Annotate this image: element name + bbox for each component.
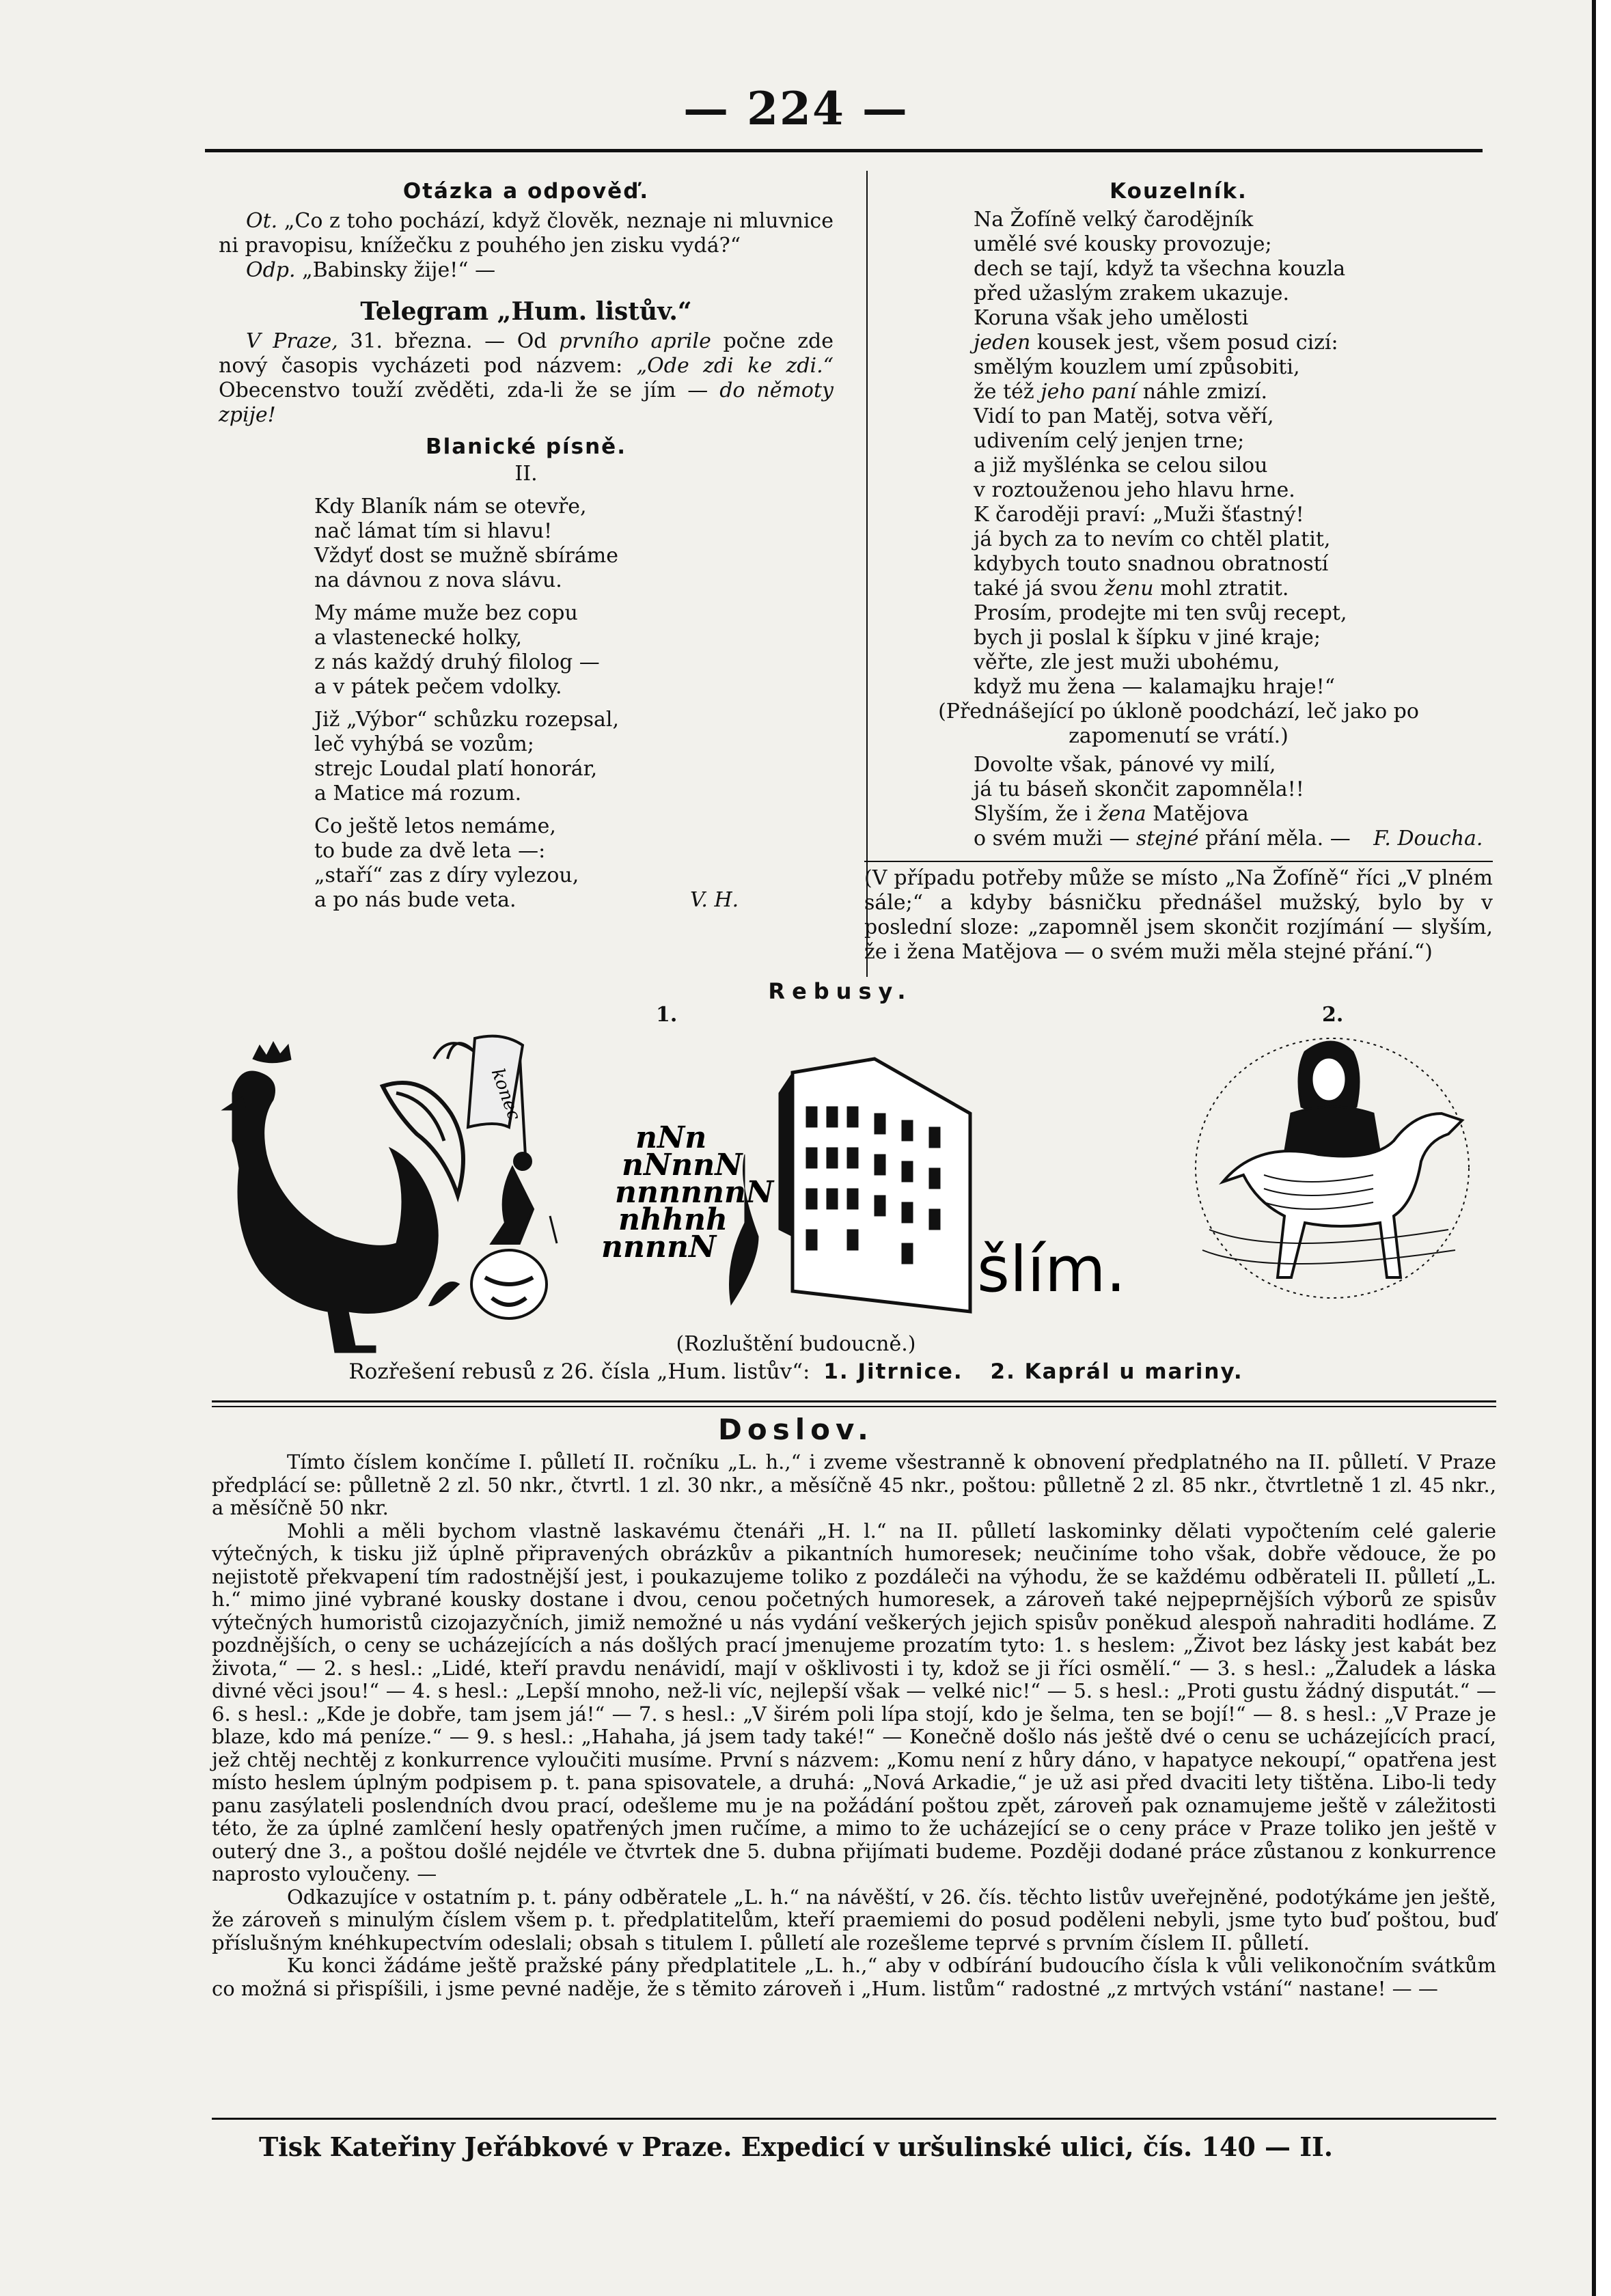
qa-answer: Odp. „Babinsky žije!“ —: [246, 258, 496, 282]
rebus-heading: Rebusy.: [768, 978, 913, 1004]
rebus-1-illustration: [205, 1032, 1126, 1318]
svg-text:nNnnN: nNnnN: [622, 1148, 743, 1182]
stage-direction: (Přednášející po úkloně poodchází, leč jako po zapomenutí se vrátí.): [938, 700, 1419, 748]
svg-text:nnnnN: nnnnN: [601, 1230, 717, 1264]
stanza: My máme muže bez copu a vlastenecké holky, z nás každý druhý filolog — a v pátek pečem vdolky.: [314, 601, 600, 699]
svg-text:nhhnh: nhhnh: [618, 1202, 728, 1237]
poem-signature: V. H.: [690, 888, 739, 912]
doslov-heading: Doslov.: [718, 1413, 874, 1446]
footer-imprint: Tisk Kateřiny Jeřábkové v Praze. Expedicí v uršulinské ulici, čís. 140 — II.: [258, 2131, 1333, 2162]
doslov-paragraph: Ku konci žádáme ještě pražské pány předplatitele „L. h.,“ aby v odbírání budoucího čísla k vůli velikonočním svátkům co možná si přispíšili, i jsme pevné naděje, že s těmito zároveň i „Hum. listům“ radostné „z mrtvých vstání“ nastane! — —: [212, 1954, 1496, 2000]
kouzelnik-note: (V případu potřeby může se místo „Na Žofíně“ říci „V plném sále;“ a kdyby básničku přednášel mužský, bylo by v poslední sloze: „zapomněl jsem skončit rozjímání — slyším, že i žena Matějova — o svém muži měla stejné přání.“): [864, 866, 1493, 964]
rebus-solution: Rozřešení rebusů z 26. čísla „Hum. listův“: 1. Jitrnice. 2. Kaprál u mariny.: [348, 1359, 1243, 1384]
stanza: Co ještě letos nemáme, to bude za dvě leta —: „staří“ zas z díry vylezou, a po nás bude veta. V. H.: [314, 814, 739, 912]
doslov-paragraph: Mohli a měli bychom vlastně laskavému čtenáři „H. l.“ na II. půlletí laskominky dělati vypočtením celé galerie výtečných, k tisku již úplně připravených obrázkův a pikantních humoresek; neučiníme toho však, dobře vědouce, že po nejistotě překvapení tím radostnější jest, i poukazujeme toliko z pozdáleči na výhodu, že se každému odběrateli II. půlletí „L. h.“ mimo jiné vybrané kousky dostane i dvou, cenou početných humoresek, a zároveň také nejpeprnějších výborů ze spisův výtečných humoristů cizojazyčních, jimiž nemožné u nás vydání veškerých jejich spisův poněkud alespoň nahraditi hodláme. Z pozdnějších, o ceny se ucházejících a nás došlých prací jmenujeme prozatím tyto: 1. s heslem: „Život bez lásky jest kabát bez života,“ — 2. s hesl.: „Lidé, kteří pravdu nenávidí, mají v ošklivosti i ty, kdož se ji říci osmělí.“ — 3. s hesl.: „Žaludek a láska divné věci jsou!“ — 4. s hesl.: „Lepší mnoho, než-li víc, nejlepší však — velké nic!“ — 5. s hesl.: „Proti gustu žádný disputát.“ — 6. s hesl.: „Kde je dobře, tam jsem já!“ — 7. s hesl.: „V širém poli lípa stojí, kdo je šelma, ten se bojí!“ — 8. s hesl.: „V Praze je blaze, kdo má peníze.“ — 9. s hesl.: „Hahaha, já jsem tady také!“ — Konečně došlo nás ještě dvé o cenu se ucházejících prací, jež chtěj nechtěj z konkurrence vyloučiti musíme. První s názvem: „Komu není z hůry dáno, v hapatyce nekoupí,“ opatřena jest místo heslem úplným podpisem p. t. pana spisovatele, a druhá: „Nová Arkadie,“ je už asi před dvaciti lety tištěna. Libo-li tedy panu zasýlateli poslendních dvou prací, odešleme mu je na požádání poštou zpět, zároveň pak oznamujeme ještě v záležitosti této, že za úplné zamlčení hesly opatřených jmen ručíme, a mimo to že ucházející se o ceny práce v Praze toliko jen ještě v outerý dne 3., a poštou došlé nejdéle ve čtvrtek dne 5. dubna přijímati budeme. Později dodané práce zůstanou z konkurrence naprosto vyloučeny. —: [212, 1519, 1496, 1885]
kouzelnik-signature: F. Doucha.: [1373, 827, 1483, 850]
kouzelnik-verse: Na Žofíně velký čarodějník umělé své kousky provozuje; dech se tají, když ta všechna kouzla před užaslým zrakem ukazuje. Koruna však jeho umělosti jeden kousek jest, všem posud cizí: smělým kouzlem umí způsobiti, že též jeho paní náhle zmizí. Vidí to pan Matěj, sotva věří, udivením celý jenjen trne; a již myšlénka se celou silou v roztouženou jeho hlavu hrne. K čaroději praví: „Muži šťastný! já bych za to nevím co chtěl platit, kdybych touto snadnou obratností také já svou ženu mohl ztratit. Prosím, prodejte mi ten svůj recept, bych ji poslal k šípku v jiné kraje; věřte, zle jest muži ubohému, když mu žena — kalamajku hraje!“: [974, 208, 1347, 699]
rebus-word: šlím.: [977, 1233, 1126, 1306]
woman-with-dog-icon: [1196, 1038, 1469, 1298]
poem-heading: Blanické písně.: [426, 434, 626, 459]
qa-heading: Otázka a odpověď.: [402, 179, 650, 204]
left-column: [219, 179, 834, 913]
telegram-heading: Telegram „Hum. listův.“: [360, 297, 692, 326]
doslov-rule-1: [212, 1400, 1496, 1402]
svg-text:nNn: nNn: [635, 1120, 707, 1155]
flag-text: konec: [486, 1066, 525, 1123]
note-rule: [864, 861, 1493, 862]
rebus-caption: (Rozluštění budoucně.): [676, 1332, 916, 1356]
page-number: — 224 —: [683, 82, 909, 135]
rebus-number-2: 2.: [1322, 1003, 1344, 1027]
doslov-text: [212, 1451, 1496, 2000]
rooster-icon: [222, 1042, 463, 1353]
telegram-text: V Praze, 31. března. — Od prvního aprile počne zde nový časopis vycházeti pod názvem: „Ode zdi ke zdi.“ Obecenstvo touží zvěděti, zda-li že se jím — do němoty zpije!: [219, 329, 834, 427]
kouzelnik-verse-end: Dovolte však, pánové vy milí, já tu báseň skončit zapomněla!! Slyším, že i žena Matějova o svém muži — stejné přání měla. — F. Doucha.: [974, 753, 1483, 850]
doslov-rule-2: [212, 1406, 1496, 1407]
top-rule: [205, 149, 1483, 152]
doslov-paragraph: Tímto číslem končíme I. půlletí II. ročníku „L. h.,“ i zveme všestranně k obnovení předplatného na II. půlletí. V Praze předplácí se: půlletně 2 zl. 50 nkr., čtvrtl. 1 zl. 30 nkr., a měsíčně 45 nkr., poštou: půlletně 2 zl. 85 nkr., čtvrtletně 1 zl. 45 nkr., a měsíčně 50 nkr.: [212, 1450, 1496, 1519]
right-column: [864, 179, 1493, 965]
poem-stanzas: [314, 495, 834, 913]
doslov-paragraph: Odkazujíce v ostatním p. t. pány odběratele „L. h.“ na návěští, v 26. čís. těchto listův uveřejněné, podotýkáme jen ještě, že zároveň s minulým číslem všem p. t. předplatitelům, kteří praemiemi do posud poděleni nebyli, jsme tyto buď poštou, buď příslušným knéhkupectvím odeslali; obsah s titulem I. půlletí ale rozešleme teprvé s prvním číslem II. půlletí.: [212, 1885, 1496, 1954]
rebus-2-illustration: [1182, 1025, 1483, 1312]
footer-rule: [212, 2118, 1496, 2120]
svg-text:nnnnnnN: nnnnnnN: [615, 1175, 774, 1210]
poem-number: II.: [514, 462, 538, 486]
kouzelnik-heading: Kouzelník.: [1110, 179, 1248, 204]
stanza: Kdy Blaník nám se otevře, nač lámat tím si hlavu! Vždyť dost se mužně sbíráme na dávnou z nova slávu.: [314, 495, 618, 592]
stanza: Již „Výbor“ schůzku rozepsal, leč vyhýbá se vozům; strejc Loudal platí honorár, a Matice má rozum.: [314, 708, 620, 805]
rebus-number-1: 1.: [656, 1003, 678, 1027]
qa-question: Ot. „Co z toho pochází, když člověk, neznaje ni mluvnice ni pravopisu, knížečku z pouhého jen zisku vydá?“: [219, 209, 834, 258]
